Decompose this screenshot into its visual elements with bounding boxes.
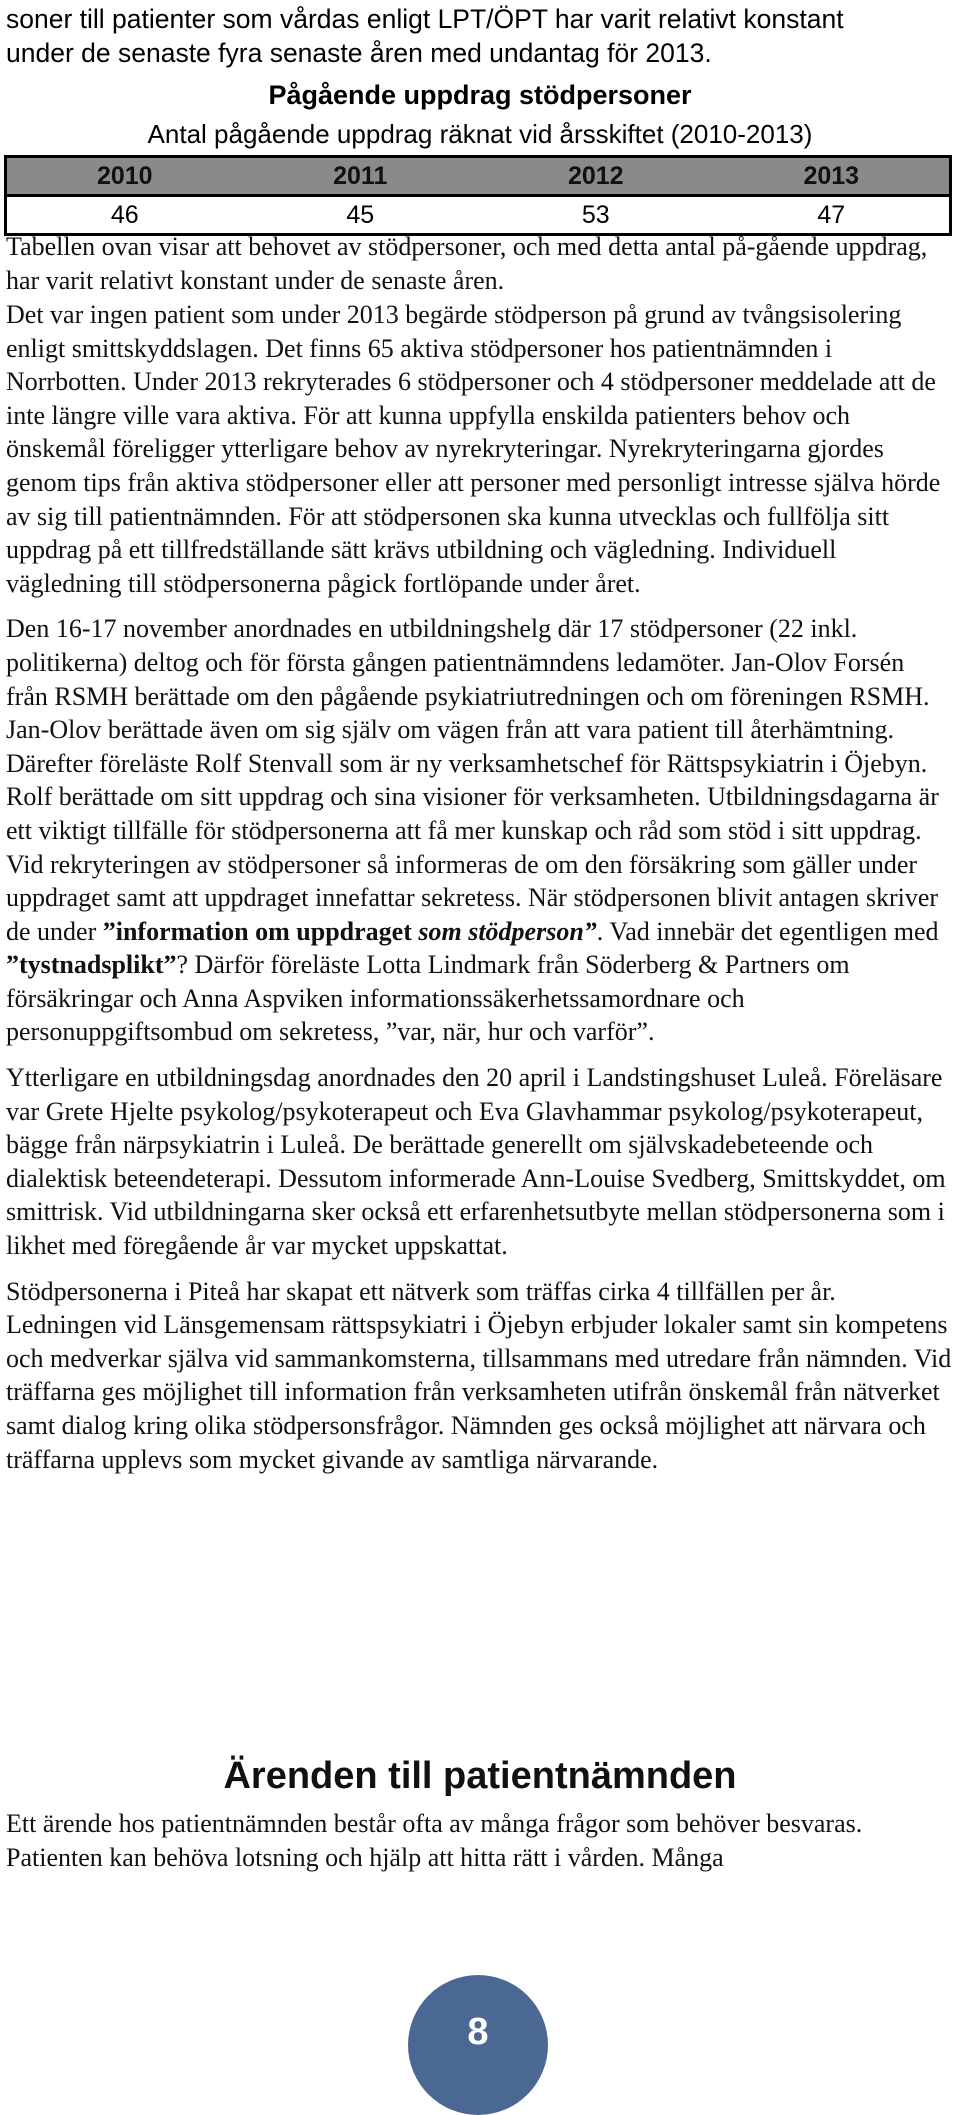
table-cell: 53 [581,200,610,229]
paragraph-cases: Ett ärende hos patientnämnden består ofta av många frågor som behöver besvaras. Patienten kan behöva lotsning och hjälp att hitta rätt i vården. Många [6,1809,863,1872]
table-header-row [7,158,949,197]
body-text [6,230,952,1476]
intro-line-1: soner till patienter som vårdas enligt LPT/ÖPT har varit relativt konstant [6,4,844,34]
paragraph-training-weekend [6,612,952,1049]
table-header-cell: 2013 [803,161,860,190]
bold-phrase: ”information om uppdraget [102,916,412,946]
paragraph-recruitment: Det var ingen patient som under 2013 begärde stödperson på grund av tvångsisolering enligt smittskyddslagen. Det finns 65 aktiva stödpersoner hos patientnämnden i Norrbotten. Under 2013 rekryterades 6 stödpersoner och 4 stödpersoner meddelade att de inte längre ville vara aktiva. För att kunna uppfylla enskilda patienters behov och önskemål föreligger ytterligare behov av nyrekryteringar. Nyrekryteringarna gjordes genom tips från aktiva stödpersoner eller att personer med personligt intresse själva hörde av sig till patientnämnden. För att stödpersonen ska kunna utvecklas och fullfölja sitt uppdrag på ett tillfredställande sätt krävs utbildning och vägledning. Individuell vägledning till stödpersonerna pågick fortlöpande under året. [6,300,941,598]
paragraph-text: . Vad innebär det egentligen med [596,916,939,946]
table-header-cell: 2010 [96,161,153,190]
paragraph-training-day: Ytterligare en utbildningsdag anordnades den 20 april i Landstingshuset Luleå. Föreläsare var Grete Hjelte psykolog/psykoterapeut och Eva Glavhammar psykolog/psykoterapeut, bägge från närpsykiatrin i Luleå. De berättade generellt om självskadebeteende och dialektisk beteendeterapi. Dessutom informerade Ann-Louise Svedberg, Smittskyddet, om smittrisk. Vid utbildningarna sker också ett erfarenhetsutbyte mellan stödpersonerna som i likhet med föregående år var mycket uppskattat. [6,1063,946,1261]
italic-phrase: som stödperson” [418,916,597,946]
table-header-cell: 2012 [567,161,624,190]
page-number-badge [408,1975,548,2115]
intro-text [6,2,946,70]
table-subtitle: Antal pågående uppdrag räknat vid årsskiftet (2010-2013) [147,119,813,149]
table-title: Pågående uppdrag stödpersoner [268,80,692,110]
table-cell: 45 [346,200,375,229]
table-cell: 46 [110,200,139,229]
section-heading: Ärenden till patientnämnden [223,1755,737,1797]
table-row [7,197,949,233]
page-number: 8 [467,2011,489,2053]
paragraph-text: Den 16-17 november anordnades en utbildningshelg där 17 stödpersoner (22 inkl. politikerna) deltog och för första gången patientnämndens ledamöter. Jan-Olov Forsén från RSMH berättade om den pågående psykiatriutredningen och om föreningen RSMH. Jan-Olov berättade även om sig själv om vägen från att vara patient till återhämtning. Därefter föreläste Rolf Stenvall som är ny verksamhetschef för Rättspsykiatrin i Öjebyn. Rolf berättade om sitt uppdrag och sina visioner för verksamheten. Utbildningsdagarna är ett viktigt tillfälle för stödpersonerna att få mer kunskap och råd som stöd i sitt uppdrag. Vid rekryteringen av stödpersoner så informeras de om den försäkring som gäller under uppdraget samt att uppdraget innefattar sekretess. När stödpersonen blivit antagen skriver de under [6,614,939,946]
paragraph-table-summary: Tabellen ovan visar att behovet av stödpersoner, och med detta antal på-gående uppdrag, har varit relativt konstant under de senaste åren. [6,232,928,295]
intro-line-2: under de senaste fyra senaste åren med undantag för 2013. [6,38,712,68]
bold-phrase: ”tystnadsplikt” [6,950,177,980]
table-header-cell: 2011 [333,161,388,190]
paragraph-network: Stödpersonerna i Piteå har skapat ett nätverk som träffas cirka 4 tillfällen per år. Ledningen vid Länsgemensam rättspsykiatri i Öjebyn erbjuder lokaler samt sin kompetens och medverkar själva vid sammankomsterna, tillsammans med utredare från nämnden. Vid träffarna ges möjlighet till information från verksamheten utifrån önskemål från nätverket samt dialog kring olika stödpersonsfrågor. Nämnden ges också möjlighet att närvara och träffarna upplevs som mycket givande av samtliga närvarande. [6,1276,952,1474]
table-cell: 47 [817,200,846,229]
closing-text [6,1807,952,1874]
assignments-table [4,155,952,236]
paragraph-text: ? Därför föreläste Lotta Lindmark från Söderberg & Partners om försäkringar och Anna Aspviken informationssäkerhetssamordnare och personuppgiftsombud om sekretess, ”var, när, hur och varför”. [6,950,850,1047]
